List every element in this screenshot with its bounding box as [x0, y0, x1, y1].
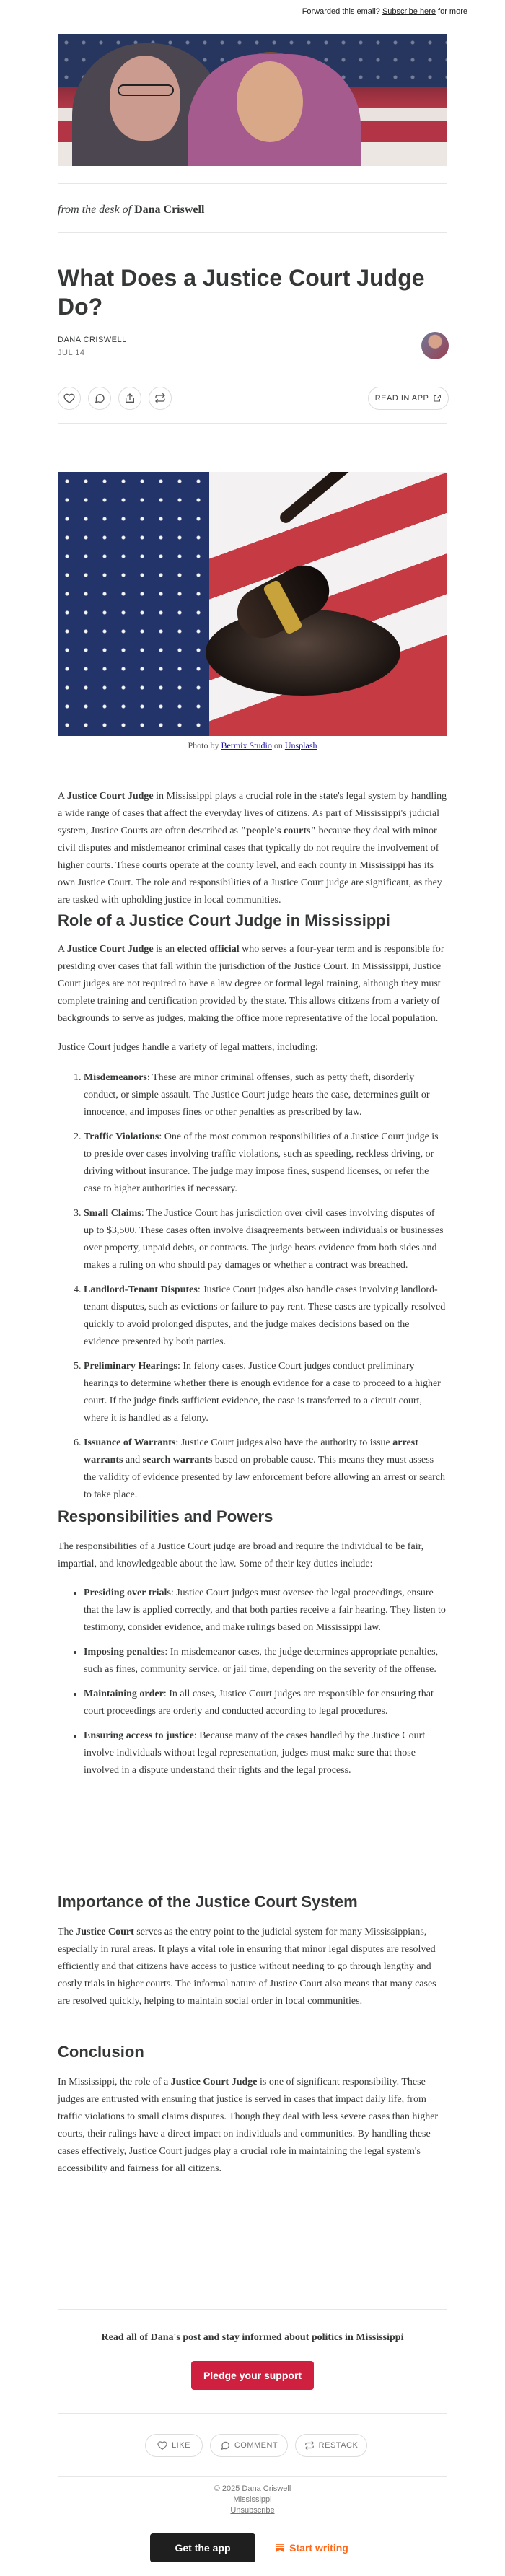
post-author[interactable]: DANA CRISWELL [58, 336, 127, 344]
photo-caption [58, 740, 447, 751]
list-item: • Ensuring access to justice: Because many of the cases handled by the Justice Court involve individuals without legal representation, judges must make sure that those involved in a dispute understand their rights and the legal process. [84, 1727, 447, 1779]
photographer-link[interactable]: Bermix Studio [221, 740, 272, 750]
list-item: 4. Landlord-Tenant Disputes: Justice Court judges also handle cases involving landlord-tenant disputes, such as evictions or failure to pay rent. These cases are typically resolved quickly to avoid prolonged disputes, and the judge makes decisions based on the evidence presented by both parties. [84, 1282, 447, 1351]
section-heading-importance: Importance of the Justice Court System [58, 1893, 358, 1911]
unsplash-link[interactable]: Unsplash [284, 740, 317, 750]
restack-label: RESTACK [318, 2441, 359, 2450]
list-item: • Maintaining order: In all cases, Justice Court judges are responsible for ensuring that court proceedings are orderly and conducted according to legal procedures. [84, 1686, 447, 1720]
comment-icon-button[interactable] [88, 387, 111, 410]
divider [58, 2413, 447, 2414]
byline-author: Dana Criswell [134, 203, 205, 216]
restack-button[interactable] [295, 2434, 367, 2457]
cta-text: Read all of Dana's post and stay informed about politics in Mississippi [101, 2332, 404, 2343]
read-in-app-button[interactable] [368, 387, 449, 410]
section-heading-responsibilities: Responsibilities and Powers [58, 1507, 273, 1525]
list-item: 3. Small Claims: The Justice Court has jurisdiction over civil cases involving disputes of up to $3,500. These cases often involve disagreements between individuals or businesses over property, unpaid debts, or contracts. The judge hears evidence from both sides and makes a ruling on who should pay damages or whether a contract was breached. [84, 1205, 447, 1274]
caption-on: on [273, 740, 283, 750]
pledge-support-button[interactable]: Pledge your support [191, 2361, 314, 2390]
divider [58, 2309, 447, 2310]
like-button[interactable] [145, 2434, 203, 2457]
restack-icon-button[interactable] [149, 387, 172, 410]
footer-unsubscribe[interactable]: Unsubscribe [230, 2506, 275, 2515]
comment-label: COMMENT [234, 2441, 278, 2450]
intro-paragraph: A Justice Court Judge in Mississippi plays a crucial role in the state's legal system by handling a wide range of cases that affect the everyday lives of citizens. As part of Mississippi's judicial system, Justice Courts are often described as "people's courts" because they deal with minor civil disputes and misdemeanor criminal cases that typically do not require the involvement of higher courts. These courts operate at the county level, and each county in Mississippi has its own Justice Court. The role and responsibilities of a Justice Court judge are significant, as they are tasked with upholding justice in local communities. [58, 791, 447, 906]
start-writing-label: Start writing [289, 2542, 348, 2554]
from-desk-byline [58, 203, 204, 216]
external-link-icon [433, 394, 442, 403]
gavel-flag-photo[interactable] [58, 472, 447, 736]
list-item: 5. Preliminary Hearings: In felony cases, Justice Court judges conduct preliminary hearings to determine whether there is enough evidence for a case to proceed to a higher court. If the judge finds sufficient evidence, the case is transferred to a circuit court, where it is handled as a felony. [84, 1358, 447, 1427]
heart-icon [63, 393, 75, 404]
post-title[interactable]: What Does a Justice Court Judge Do? [58, 265, 425, 320]
read-in-app-label: READ IN APP [374, 394, 429, 403]
list-item: 6. Issuance of Warrants: Justice Court judges also have the authority to issue arrest warrants and search warrants based on probable cause. This means they must assess the validity of evidence presented by law enforcement before allowing an arrest or search to take place. [84, 1434, 447, 1504]
responsibilities-list [58, 1585, 447, 1787]
heart-icon [157, 2440, 167, 2450]
header-banner-image [58, 34, 447, 166]
author-avatar[interactable] [421, 332, 449, 359]
section-heading-conclusion: Conclusion [58, 2043, 144, 2061]
role-list [58, 1069, 447, 1511]
divider [58, 423, 447, 424]
forwarded-text: Forwarded this email? [302, 7, 380, 16]
substack-logo-icon [275, 2543, 285, 2553]
list-item: 1. Misdemeanors: These are minor criminal offenses, such as petty theft, disorderly conduct, or simple assault. The Justice Court judge hears the case, determines guilt or innocence, and imposes fines or other penalties as prescribed by law. [84, 1069, 447, 1121]
post-date: JUL 14 [58, 349, 85, 357]
for-more-text: for more [438, 7, 467, 16]
list-item: • Presiding over trials: Justice Court judges must oversee the legal proceedings, ensure that the law is applied correctly, and that both parties receive a fair hearing. They listen to testimony, consider evidence, and make rulings based on Mississippi law. [84, 1585, 447, 1637]
divider [58, 2476, 447, 2477]
like-icon-button[interactable] [58, 387, 81, 410]
like-label: LIKE [172, 2441, 190, 2450]
importance-paragraph: The Justice Court serves as the entry point to the judicial system for many Mississippians, especially in rural areas. It plays a vital role in ensuring that minor legal disputes are resolved efficiently and that citizens have access to justice without needing to go through lengthy and costly trials in higher courts. The informal nature of Justice Court also means that many cases are resolved quickly, helping to maintain social order in local communities. [58, 1927, 436, 2007]
forwarded-note [302, 7, 467, 16]
caption-prefix: Photo by [188, 740, 219, 750]
list-item: 2. Traffic Violations: One of the most common responsibilities of a Justice Court judge is to preside over cases involving traffic violations, such as speeding, reckless driving, or driving without insurance. The judge may impose fines, suspend licenses, or refer the case to higher authorities if necessary. [84, 1129, 447, 1198]
divider [58, 183, 447, 184]
role-list-intro: Justice Court judges handle a variety of legal matters, including: [58, 1042, 318, 1053]
subscribe-link[interactable]: Subscribe here [382, 7, 436, 16]
from-desk-prefix: from the desk of [58, 203, 132, 216]
comment-icon [94, 393, 105, 404]
conclusion-paragraph: In Mississippi, the role of a Justice Court Judge is one of significant responsibility. These judges are entrusted with ensuring that justice is served in cases that impact daily life, from traffic violations to small claims disputes. Though they deal with less severe cases than higher courts, their rulings have a direct impact on individuals and communities. By handling these cases effectively, Justice Court judges play a crucial role in maintaining the legal system's accessibility and fairness for all citizens. [58, 2077, 439, 2174]
share-icon [124, 393, 136, 404]
restack-icon [154, 393, 166, 404]
list-item: • Imposing penalties: In misdemeanor cases, the judge determines appropriate penalties, such as fines, community service, or jail time, depending on the severity of the offense. [84, 1644, 447, 1678]
comment-icon [220, 2440, 230, 2450]
comment-button[interactable] [210, 2434, 288, 2457]
role-paragraph: A Justice Court Judge is an elected official who serves a four-year term and is responsible for presiding over cases that fall within the jurisdiction of the Justice Court. In Mississippi, Justice Court judges are not required to have a law degree or formal legal training, although they must complete training and certification provided by the state. This allows citizens from a variety of backgrounds to serve as judges, making the office more representative of the local population. [58, 944, 444, 1024]
restack-icon [304, 2440, 315, 2450]
share-icon-button[interactable] [118, 387, 141, 410]
get-the-app-button[interactable]: Get the app [150, 2533, 255, 2562]
divider [58, 232, 447, 233]
footer-location: Mississippi [233, 2495, 272, 2504]
section-heading-role: Role of a Justice Court Judge in Mississippi [58, 911, 390, 929]
start-writing-button[interactable] [264, 2533, 359, 2562]
footer-copyright: © 2025 Dana Criswell [214, 2484, 291, 2493]
responsibilities-intro: The responsibilities of a Justice Court judge are broad and require the individual to be fair, impartial, and knowledgeable about the law. Some of their key duties include: [58, 1541, 424, 1569]
